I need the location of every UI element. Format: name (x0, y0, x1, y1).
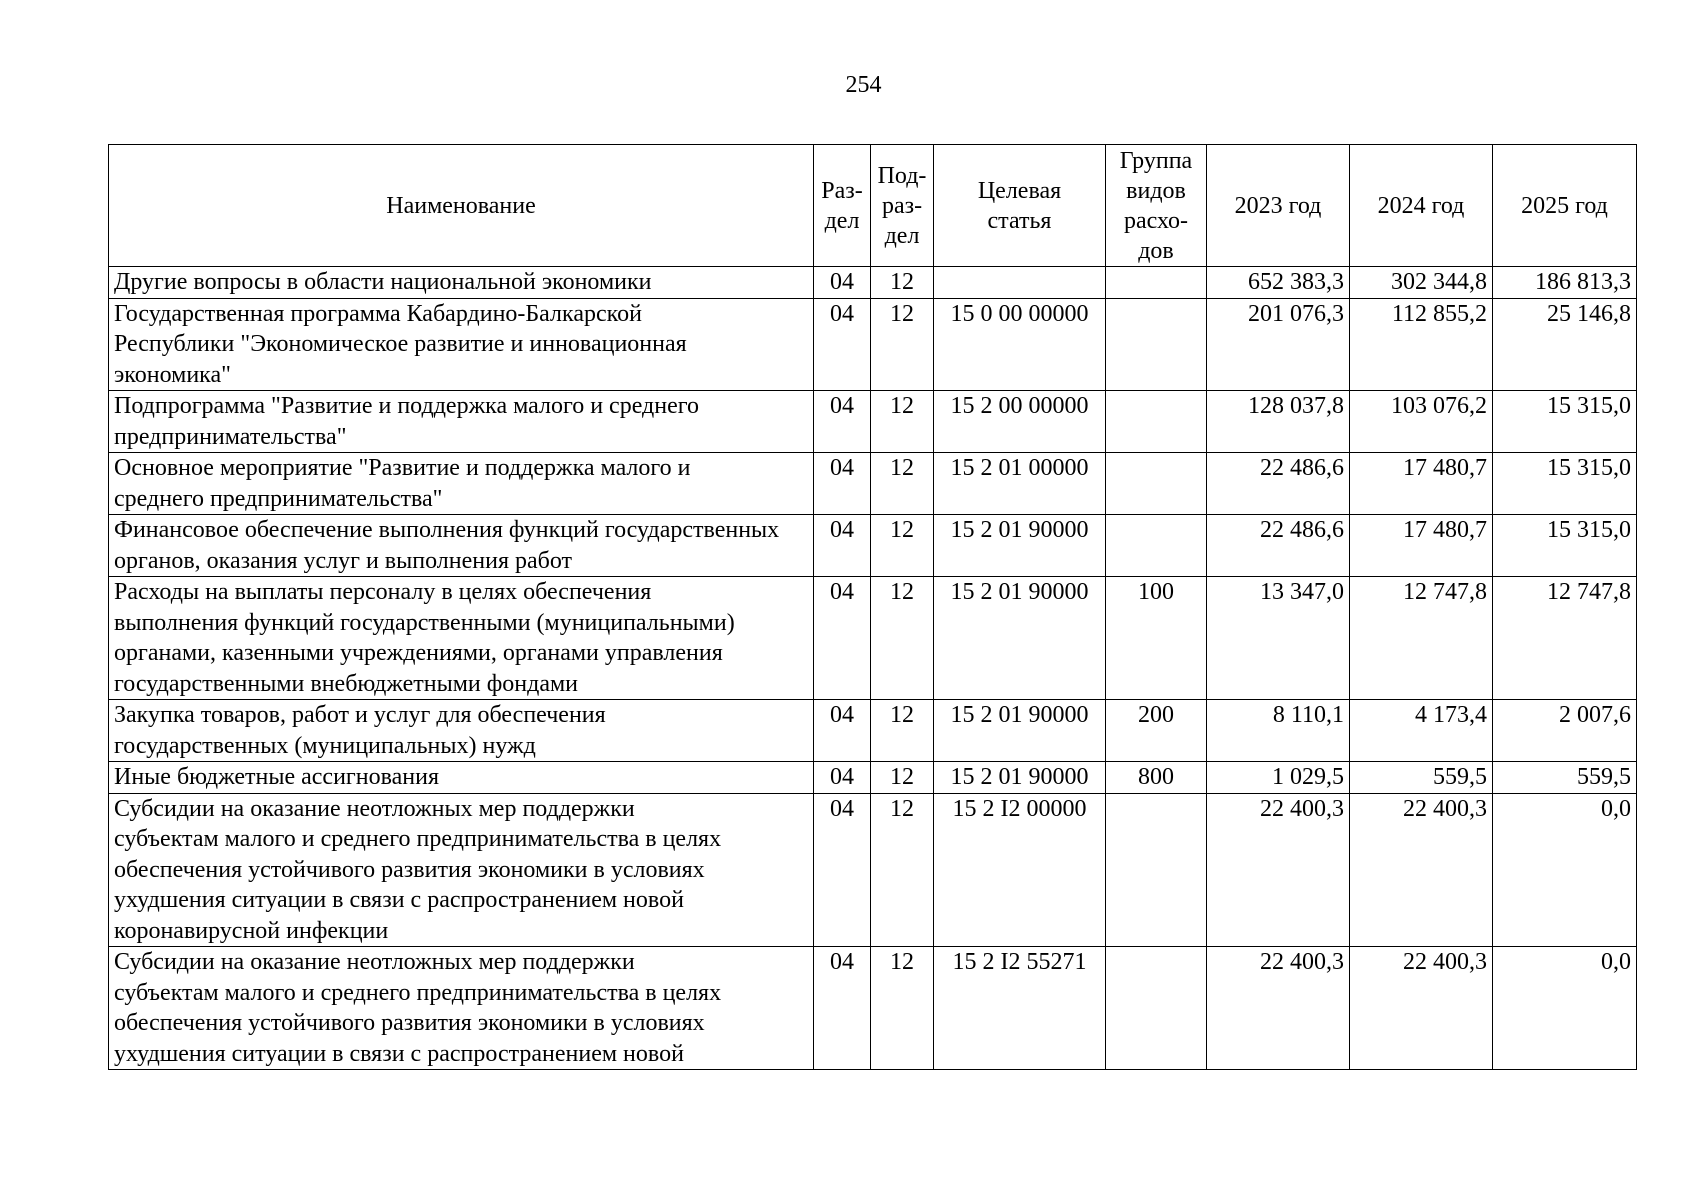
cell-podrazdel: 12 (871, 453, 934, 515)
cell-y2024: 12 747,8 (1350, 577, 1493, 700)
cell-y2023: 128 037,8 (1207, 391, 1350, 453)
cell-y2024: 17 480,7 (1350, 515, 1493, 577)
cell-statya: 15 2 01 90000 (934, 700, 1106, 762)
cell-podrazdel: 12 (871, 577, 934, 700)
name-line: обеспечения устойчивого развития экономики в условиях (114, 1010, 705, 1036)
name-line: выполнения функций государственными (муниципальными) (114, 609, 735, 636)
cell-podrazdel: 12 (871, 391, 934, 453)
cell-y2024: 4 173,4 (1350, 700, 1493, 762)
name-line: Закупка товаров, работ и услуг для обеспечения (114, 702, 606, 728)
cell-gruppa (1106, 793, 1207, 947)
name-line: Республики "Экономическое развитие и инновационная (114, 331, 687, 357)
cell-statya: 15 2 I2 00000 (934, 793, 1106, 947)
header-line: Раз- (821, 177, 863, 204)
budget-table (108, 144, 1637, 1070)
cell-podrazdel: 12 (871, 947, 934, 1070)
table-row (109, 391, 1637, 453)
cell-y2023: 13 347,0 (1207, 577, 1350, 700)
cell-razdel: 04 (814, 453, 871, 515)
cell-y2023: 201 076,3 (1207, 298, 1350, 391)
cell-y2025: 559,5 (1493, 762, 1637, 794)
name-line: Субсидии на оказание неотложных мер поддержки (114, 949, 635, 975)
table-row (109, 267, 1637, 299)
cell-razdel: 04 (814, 793, 871, 947)
header-statya (934, 145, 1106, 267)
name-line: Другие вопросы в области национальной экономики (114, 269, 652, 295)
name-line: государственных (муниципальных) нужд (114, 732, 536, 759)
name-line: Расходы на выплаты персоналу в целях обеспечения (114, 579, 652, 605)
name-line: субъектам малого и среднего предпринимательства в целях (114, 979, 722, 1006)
header-name: Наименование (109, 145, 814, 267)
cell-razdel: 04 (814, 762, 871, 794)
table-row (109, 298, 1637, 391)
header-line: статья (987, 207, 1052, 234)
cell-statya: 15 2 I2 55271 (934, 947, 1106, 1070)
page-number: 254 (845, 72, 882, 98)
cell-y2023: 22 400,3 (1207, 947, 1350, 1070)
cell-y2024: 559,5 (1350, 762, 1493, 794)
header-gruppa (1106, 145, 1207, 267)
cell-y2023: 652 383,3 (1207, 267, 1350, 299)
cell-gruppa (1106, 515, 1207, 577)
name-line: ухудшения ситуации в связи с распространением новой (114, 1040, 684, 1067)
cell-y2023: 22 486,6 (1207, 515, 1350, 577)
cell-razdel: 04 (814, 947, 871, 1070)
cell-y2025: 12 747,8 (1493, 577, 1637, 700)
cell-razdel: 04 (814, 391, 871, 453)
cell-gruppa (1106, 267, 1207, 299)
cell-name (109, 391, 814, 453)
cell-y2025: 25 146,8 (1493, 298, 1637, 391)
cell-y2024: 22 400,3 (1350, 947, 1493, 1070)
cell-y2025: 15 315,0 (1493, 515, 1637, 577)
cell-podrazdel: 12 (871, 762, 934, 794)
name-line: обеспечения устойчивого развития экономики в условиях (114, 856, 705, 883)
cell-name (109, 947, 814, 1070)
name-line: коронавирусной инфекции (114, 917, 389, 944)
name-line: предпринимательства" (114, 423, 347, 450)
cell-podrazdel: 12 (871, 267, 934, 299)
cell-gruppa: 200 (1106, 700, 1207, 762)
cell-gruppa (1106, 391, 1207, 453)
cell-gruppa: 800 (1106, 762, 1207, 794)
table-body (109, 267, 1637, 1070)
table-row (109, 577, 1637, 700)
cell-razdel: 04 (814, 267, 871, 299)
cell-y2025: 15 315,0 (1493, 391, 1637, 453)
header-line: видов (1126, 177, 1186, 204)
cell-statya: 15 0 00 00000 (934, 298, 1106, 391)
header-row (109, 145, 1637, 267)
header-line: Группа (1119, 147, 1193, 174)
cell-name (109, 453, 814, 515)
cell-razdel: 04 (814, 700, 871, 762)
name-line: субъектам малого и среднего предпринимательства в целях (114, 826, 722, 852)
cell-y2025: 0,0 (1493, 793, 1637, 947)
table-row (109, 700, 1637, 762)
cell-y2023: 1 029,5 (1207, 762, 1350, 794)
cell-y2023: 22 400,3 (1207, 793, 1350, 947)
header-line: дов (1138, 237, 1174, 264)
cell-gruppa (1106, 453, 1207, 515)
cell-y2024: 103 076,2 (1350, 391, 1493, 453)
header-line: дел (824, 207, 860, 234)
cell-razdel: 04 (814, 515, 871, 577)
cell-y2024: 17 480,7 (1350, 453, 1493, 515)
cell-statya: 15 2 01 90000 (934, 577, 1106, 700)
cell-y2023: 22 486,6 (1207, 453, 1350, 515)
cell-name (109, 298, 814, 391)
cell-name (109, 515, 814, 577)
header-line: раз- (881, 192, 923, 219)
cell-name (109, 577, 814, 700)
cell-statya: 15 2 00 00000 (934, 391, 1106, 453)
table-row (109, 947, 1637, 1070)
table-row (109, 515, 1637, 577)
header-2025: 2025 год (1493, 145, 1637, 267)
cell-gruppa: 100 (1106, 577, 1207, 700)
name-line: Подпрограмма "Развитие и поддержка малого и среднего (114, 393, 699, 419)
cell-y2025: 0,0 (1493, 947, 1637, 1070)
name-line: Субсидии на оказание неотложных мер поддержки (114, 795, 635, 822)
header-podrazdel (871, 145, 934, 267)
header-line: Целевая (977, 177, 1062, 204)
table-row (109, 762, 1637, 794)
cell-y2025: 2 007,6 (1493, 700, 1637, 762)
header-line: дел (884, 222, 920, 249)
cell-statya (934, 267, 1106, 299)
cell-gruppa (1106, 947, 1207, 1070)
cell-podrazdel: 12 (871, 700, 934, 762)
cell-statya: 15 2 01 90000 (934, 515, 1106, 577)
cell-y2025: 186 813,3 (1493, 267, 1637, 299)
cell-statya: 15 2 01 90000 (934, 762, 1106, 794)
cell-razdel: 04 (814, 577, 871, 700)
cell-name (109, 267, 814, 299)
cell-name (109, 700, 814, 762)
name-line: Иные бюджетные ассигнования (114, 764, 439, 790)
cell-podrazdel: 12 (871, 515, 934, 577)
name-line: среднего предпринимательства" (114, 485, 443, 512)
cell-podrazdel: 12 (871, 298, 934, 391)
header-2024: 2024 год (1350, 145, 1493, 267)
cell-y2024: 302 344,8 (1350, 267, 1493, 299)
header-line: расхо- (1123, 207, 1189, 234)
name-line: Государственная программа Кабардино-Балкарской (114, 300, 642, 327)
header-razdel (814, 145, 871, 267)
table-row (109, 793, 1637, 947)
header-2023: 2023 год (1207, 145, 1350, 267)
cell-y2025: 15 315,0 (1493, 453, 1637, 515)
cell-y2023: 8 110,1 (1207, 700, 1350, 762)
cell-name (109, 762, 814, 794)
name-line: Финансовое обеспечение выполнения функций государственных (114, 517, 780, 543)
cell-gruppa (1106, 298, 1207, 391)
name-line: органов, оказания услуг и выполнения работ (114, 547, 573, 574)
table-row (109, 453, 1637, 515)
name-line: Основное мероприятие "Развитие и поддержка малого и (114, 455, 691, 481)
cell-y2024: 112 855,2 (1350, 298, 1493, 391)
header-line: Под- (877, 162, 927, 189)
cell-statya: 15 2 01 00000 (934, 453, 1106, 515)
cell-y2024: 22 400,3 (1350, 793, 1493, 947)
cell-name (109, 793, 814, 947)
name-line: органами, казенными учреждениями, органами управления (114, 640, 723, 666)
name-line: экономика" (114, 361, 231, 388)
name-line: ухудшения ситуации в связи с распространением новой (114, 887, 684, 913)
cell-podrazdel: 12 (871, 793, 934, 947)
name-line: государственными внебюджетными фондами (114, 670, 579, 697)
cell-razdel: 04 (814, 298, 871, 391)
